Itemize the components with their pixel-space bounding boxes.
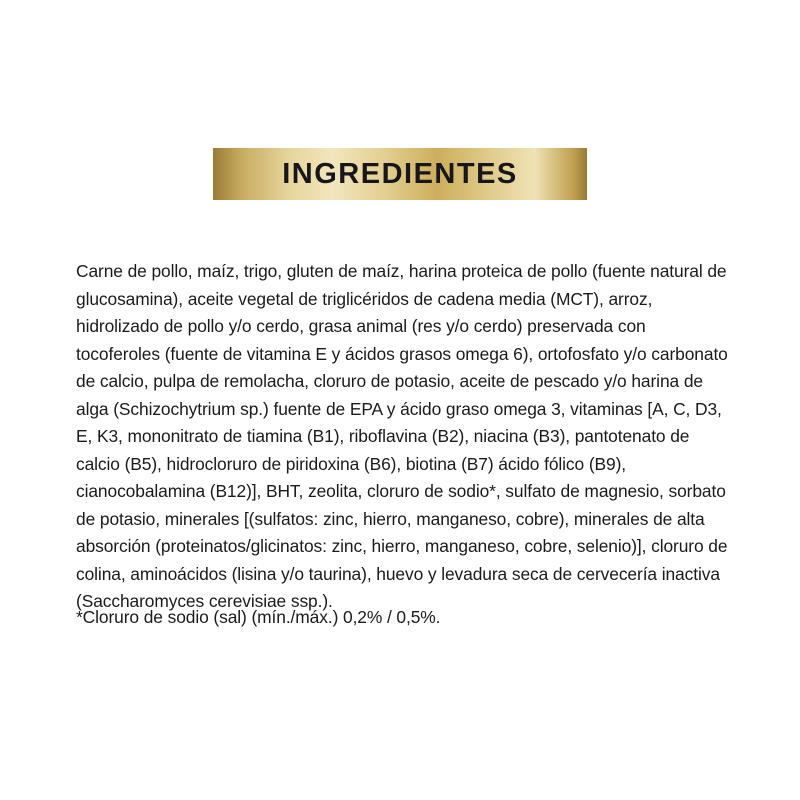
ingredients-paragraph: Carne de pollo, maíz, trigo, gluten de maíz, harina proteica de pollo (fuente natural de glucosamina), aceite vegetal de triglicéridos de cadena media (MCT), arroz, hidrolizado de pollo y/o cerdo, grasa animal (res y/o cerdo) preservada con tocoferoles (fuente de vitamina E y ácidos grasos omega 6), ortofosfato y/o carbonato de calcio, pulpa de remolacha, cloruro de potasio, aceite de pescado y/o harina de alga (Schizochytrium sp.) fuente de EPA y ácido graso omega 3, vitaminas [A, C, D3, E, K3, mononitrato de tiamina (B1), riboflavina (B2), niacina (B3), pantotenato de calcio (B5), hidrocloruro de piridoxina (B6), biotina (B7) ácido fólico (B9), cianocobalamina (B12)], BHT, zeolita, cloruro de sodio*, sulfato de magnesio, sorbato de potasio, minerales [(sulfatos: zinc, hierro, manganeso, cobre), minerales de alta absorción (proteinatos/glicinatos: zinc, hierro, manganeso, cobre, selenio)], cloruro de colina, aminoácidos (lisina y/o taurina), huevo y levadura seca de cervecería inactiva (Saccharomyces cerevisiae ssp.). (76, 261, 728, 611)
page-title: INGREDIENTES (282, 157, 518, 190)
ingredients-footnote: *Cloruro de sodio (sal) (mín./máx.) 0,2% / 0,5%. (76, 607, 441, 627)
ingredients-banner (213, 148, 587, 200)
